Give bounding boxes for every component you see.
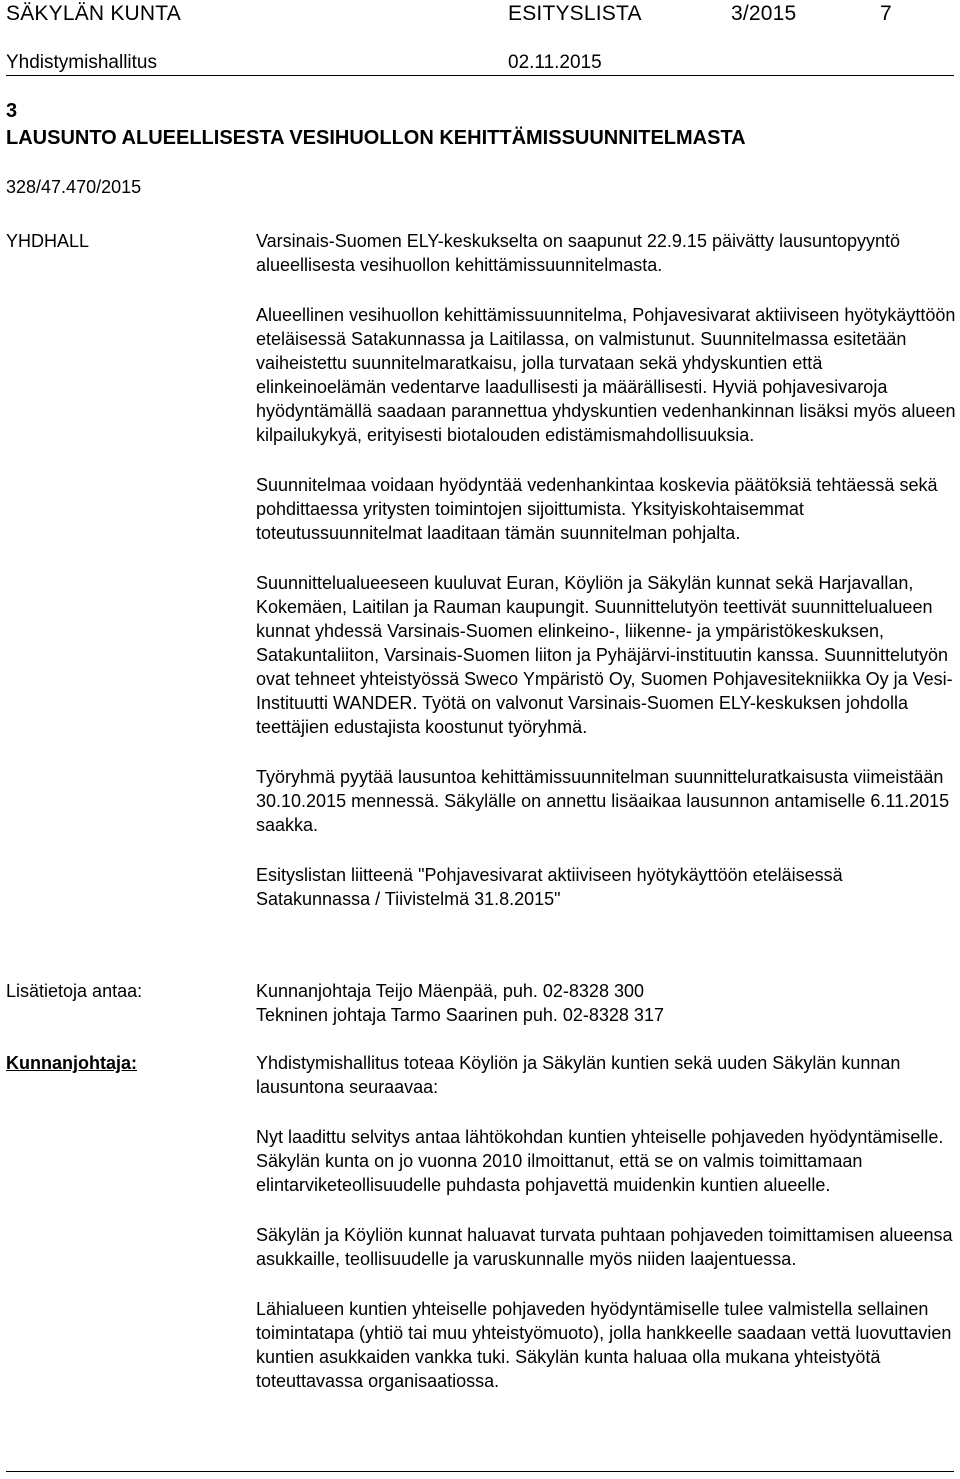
- proposal-paragraph: Lähialueen kuntien yhteiselle pohjaveden hyödyntämiselle tulee valmistella sellainen toimintatapa (yhtiö tai muu yhteistyömuoto), jolla hankkeelle saadaan vettä luovuttavien kuntien asukkaiden vankka tuki. Säkylän kunta haluaa olla mukana yhteistyötä toteuttavassa organisaatiossa.: [256, 1299, 952, 1391]
- paragraph: Esityslistan liitteenä "Pohjavesivarat aktiiviseen hyötykäyttöön eteläisessä Satakunnassa / Tiivistelmä 31.8.2015": [256, 865, 843, 909]
- proposal-paragraph: Yhdistymishallitus toteaa Köyliön ja Säkylän kuntien sekä uuden Säkylän kunnan lausuntona seuraavaa:: [256, 1053, 901, 1097]
- paragraph: Suunnitelmaa voidaan hyödyntää vedenhankintaa koskevia päätöksiä tehtäessä sekä pohdittaessa yritysten toimintojen sijoittumista. Yksityiskohtaisemmat toteutussuunnitelmat laaditaan tämän suunnitelman pohjalta.: [256, 475, 938, 543]
- header-doc-number: 3/2015: [731, 2, 797, 25]
- reference-number: 328/47.470/2015: [6, 177, 142, 197]
- proposal-paragraph: Nyt laadittu selvitys antaa lähtökohdan kuntien yhteiselle pohjaveden hyödyntämiselle. Säkylän kunta on jo vuonna 2010 ilmoittanut, että se on valmis toimittamaan elintarviketeollisuudelle puhdasta pohjavettä muidenkin kuntien alueelle.: [256, 1127, 944, 1195]
- proposal-paragraph: Säkylän ja Köyliön kunnat haluavat turvata puhtaan pohjaveden toimittamisen alueensa asukkaille, teollisuudelle ja varuskunnalle myös niiden laajentuessa.: [256, 1225, 953, 1269]
- header-date: 02.11.2015: [508, 52, 602, 73]
- header-rule: [6, 75, 954, 76]
- paragraph: Työryhmä pyytää lausuntoa kehittämissuunnitelman suunnitteluratkaisusta viimeistään 30.10.2015 mennessä. Säkylälle on annettu lisäaikaa lausunnon antamiselle 6.11.2015 saakka.: [256, 767, 950, 835]
- main-body: [256, 229, 956, 911]
- preparer-label: YHDHALL: [6, 231, 90, 251]
- contact-block: [256, 979, 956, 1027]
- header-body: Yhdistymishallitus: [6, 52, 157, 73]
- header-page-number: 7: [880, 2, 892, 25]
- header-doc-type: ESITYSLISTA: [508, 2, 642, 25]
- proposal-label: Kunnanjohtaja:: [6, 1053, 137, 1073]
- section-number: 3: [6, 100, 18, 122]
- contact-line: Kunnanjohtaja Teijo Mäenpää, puh. 02-8328 300: [256, 981, 644, 1001]
- paragraph: Alueellinen vesihuollon kehittämissuunnitelma, Pohjavesivarat aktiiviseen hyötykäyttöön eteläisessä Satakunnassa ja Laitilassa, on valmistunut. Suunnitelmassa esitetään vaiheistettu suunnitelmaratkaisu, jolla turvataan sekä yhdyskuntien että elinkeinoelämän vedentarve laadullisesti ja määrällisesti. Hyviä pohjavesivaroja hyödyntämällä saadaan parannettua yhdyskuntien vedenhankinnan lisäksi myös alueen kilpailukykyä, erityisesti biotalouden edistämismahdollisuuksia.: [256, 305, 956, 445]
- footer-rule: [6, 1471, 954, 1472]
- section-title: LAUSUNTO ALUEELLISESTA VESIHUOLLON KEHITTÄMISSUUNNITELMASTA: [6, 127, 746, 149]
- contact-line: Tekninen johtaja Tarmo Saarinen puh. 02-8328 317: [256, 1005, 664, 1025]
- paragraph: Suunnittelualueeseen kuuluvat Euran, Köyliön ja Säkylän kunnat sekä Harjavallan, Kokemäen, Laitilan ja Rauman kaupungit. Suunnittelutyön teettivät suunnittelualueen kunnat yhdessä Varsinais-Suomen elinkeino-, liikenne- ja ympäristökeskuksen, Satakuntaliiton, Varsinais-Suomen liiton ja Pyhäjärvi-instituutin kanssa. Suunnittelutyön ovat tehneet yhteistyössä Sweco Ympäristö Oy, Suomen Pohjavesitekniikka Oy ja Vesi-Instituutti WANDER. Työtä on valvonut Varsinais-Suomen ELY-keskuksen johdolla teettäjien edustajista koostunut työryhmä.: [256, 573, 953, 737]
- info-label: Lisätietoja antaa:: [6, 981, 143, 1001]
- paragraph: Varsinais-Suomen ELY-keskukselta on saapunut 22.9.15 päivätty lausuntopyyntö alueellisesta vesihuollon kehittämissuunnitelmasta.: [256, 231, 901, 275]
- header-org: SÄKYLÄN KUNTA: [6, 2, 181, 25]
- proposal-body: [256, 1051, 956, 1393]
